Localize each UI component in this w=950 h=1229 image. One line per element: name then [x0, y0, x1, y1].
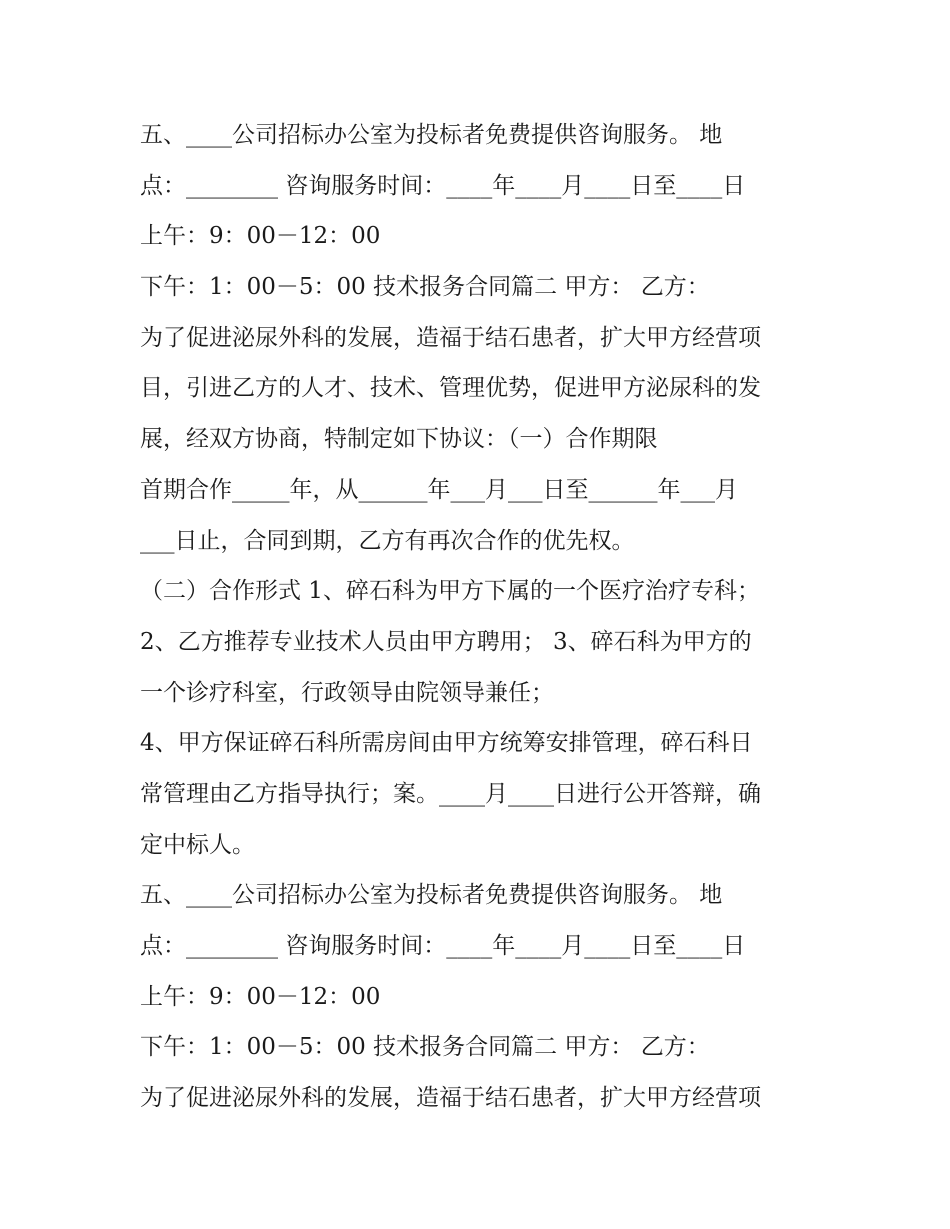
text-line: 展，经双方协商，特制定如下协议：（一）合作期限	[140, 426, 658, 453]
text-line: （二）合作形式 1、碎石科为甲方下属的一个医疗治疗专科；	[140, 578, 760, 605]
text-line: 定中标人。	[140, 831, 255, 858]
document-body	[140, 110, 830, 1124]
text-line: 点：________ 咨询服务时间：____年____月____日至____日	[140, 172, 746, 199]
text-line: 目，引进乙方的人才、技术、管理优势，促进甲方泌尿科的发	[140, 375, 761, 402]
text-line: 五、____公司招标办公室为投标者免费提供咨询服务。 地	[140, 122, 723, 148]
text-line: 点：________ 咨询服务时间：____年____月____日至____日	[140, 933, 746, 959]
text-line: 为了促进泌尿外科的发展，造福于结石患者，扩大甲方经营项	[140, 324, 761, 351]
text-line: 2、乙方推荐专业技术人员由甲方聘用； 3、碎石科为甲方的	[140, 628, 752, 655]
text-line: 4、甲方保证碎石科所需房间由甲方统筹安排管理，碎石科日	[140, 730, 753, 757]
text-line: 上午：9：00－12：00	[140, 983, 381, 1010]
text-line: 常管理由乙方指导执行；案。____月____日进行公开答辩，确	[140, 780, 761, 807]
text-line: 一个诊疗科室，行政领导由院领导兼任；	[140, 679, 554, 706]
text-line: 下午：1：00－5：00 技术报务合同篇二 甲方： 乙方：	[140, 1034, 710, 1061]
text-line: 为了促进泌尿外科的发展，造福于结石患者，扩大甲方经营项	[140, 1085, 761, 1112]
text-line: 首期合作_____年，从______年___月___日至______年___月	[140, 476, 738, 503]
text-line: 下午：1：00－5：00 技术报务合同篇二 甲方： 乙方：	[140, 274, 710, 301]
text-line: 五、____公司招标办公室为投标者免费提供咨询服务。 地	[140, 882, 723, 909]
text-line: 上午：9：00－12：00	[140, 223, 381, 250]
text-line: ___日止，合同到期，乙方有再次合作的优先权。	[140, 527, 635, 554]
